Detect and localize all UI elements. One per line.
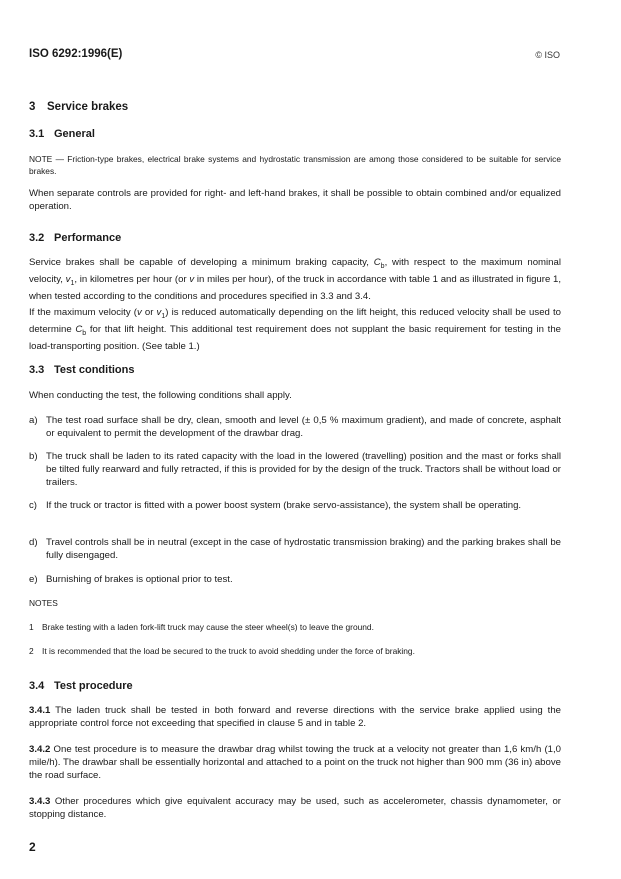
list-item-label: b) xyxy=(29,451,38,462)
list-item-label: d) xyxy=(29,537,38,548)
clause-number: 3.4.1 xyxy=(29,705,51,716)
clause-paragraph xyxy=(29,743,561,782)
subsection-number: 3.4 xyxy=(29,680,45,692)
list-item-text: If the truck or tractor is fitted with a power boost system (brake servo-assistance), the system shall be operating. xyxy=(46,500,522,511)
section-heading xyxy=(29,101,561,113)
subsection-heading xyxy=(29,128,561,140)
section-title: Service brakes xyxy=(47,101,129,113)
clause-text: The laden truck shall be tested in both forward and reverse directions with the service brake applied using the appropriate control force not exceeding that specified in clause 5 and in table 2. xyxy=(29,705,561,729)
list-item-text: Travel controls shall be in neutral (except in the case of hydrostatic transmission braking) and the parking brakes shall be fully disengaged. xyxy=(46,537,561,561)
list-item-label: e) xyxy=(29,574,38,585)
clause-text: Other procedures which give equivalent accuracy may be used, such as accelerometer, chassis dynamometer, or stopping distance. xyxy=(29,796,561,820)
list-item-text: The test road surface shall be dry, clean, smooth and level (± 0,5 % maximum gradient), and made of concrete, asphalt or equivalent to permit the development of the drawbar drag. xyxy=(46,415,561,439)
clause-paragraph xyxy=(29,704,561,730)
subsection-title: Test conditions xyxy=(54,364,135,376)
note-text: Brake testing with a laden fork-lift truck may cause the steer wheel(s) to leave the ground. xyxy=(42,622,374,632)
subsection-number: 3.3 xyxy=(29,364,45,376)
subsection-number: 3.2 xyxy=(29,232,45,244)
list-item xyxy=(29,414,561,440)
subsection-title: Performance xyxy=(54,232,122,244)
clause-number: 3.4.3 xyxy=(29,796,51,807)
copyright-mark: © ISO xyxy=(535,50,560,60)
list-item-text: Burnishing of brakes is optional prior to test. xyxy=(46,574,233,585)
list-item-label: c) xyxy=(29,500,37,511)
note-item xyxy=(29,645,561,657)
paragraph: Service brakes shall be capable of developing a minimum braking capacity, $C_b$, with respect to the maximum nominal velocity, $v_1$, in kilometres per hour (or v in miles per hour), of the truck in accordance with table 1 and as illustrated in figure 1, when tested according to the conditions and procedures specified in 3.3 and 3.4. xyxy=(29,257,561,302)
subsection-title: General xyxy=(54,128,95,140)
notes-title: NOTES xyxy=(29,598,58,608)
paragraph: When conducting the test, the following conditions shall apply. xyxy=(29,390,292,401)
subsection-heading xyxy=(29,680,561,692)
section-number: 3 xyxy=(29,101,36,113)
list-item-label: a) xyxy=(29,415,38,426)
page-number: 2 xyxy=(29,840,36,854)
note-text: It is recommended that the load be secured to the truck to avoid shedding under the force of braking. xyxy=(42,646,415,656)
subsection-title: Test procedure xyxy=(54,680,133,692)
subsection-number: 3.1 xyxy=(29,128,45,140)
note-label: 1 xyxy=(29,622,34,632)
clause-text: One test procedure is to measure the drawbar drag whilst towing the truck at a velocity not greater than 1,6 km/h (1,0 mile/h). The drawbar shall be essentially horizontal and attached to a point on the truck not higher than 900 mm (36 in) above the road surface. xyxy=(29,744,562,781)
list-item xyxy=(29,536,561,562)
paragraph: If the maximum velocity (v or $v_1$) is reduced automatically depending on the lift height, this reduced velocity shall be used to determine $C_b$ for that lift height. This additional test requirement does not supplant the basic requirement for testing in the load-transporting position. (See table 1.) xyxy=(29,307,561,352)
note-item xyxy=(29,621,561,633)
note-text: NOTE — Friction-type brakes, electrical brake systems and hydrostatic transmission are among those considered to be suitable for service brakes. xyxy=(29,154,561,176)
list-item xyxy=(29,499,561,512)
note-label: 2 xyxy=(29,646,34,656)
list-item xyxy=(29,450,561,489)
clause-paragraph xyxy=(29,795,561,821)
list-item xyxy=(29,573,561,586)
clause-number: 3.4.2 xyxy=(29,744,51,755)
subsection-heading xyxy=(29,232,561,244)
list-item-text: The truck shall be laden to its rated capacity with the load in the lowered (travelling) position and the mast or forks shall be tilted fully rearward and fully retracted, if this is provided for by the design of the truck. Tractors shall be without load or trailers. xyxy=(46,451,561,488)
paragraph: When separate controls are provided for right- and left-hand brakes, it shall be possible to obtain combined and/or equalized operation. xyxy=(29,188,561,212)
standard-number: ISO 6292:1996(E) xyxy=(29,48,123,60)
subsection-heading xyxy=(29,364,561,376)
